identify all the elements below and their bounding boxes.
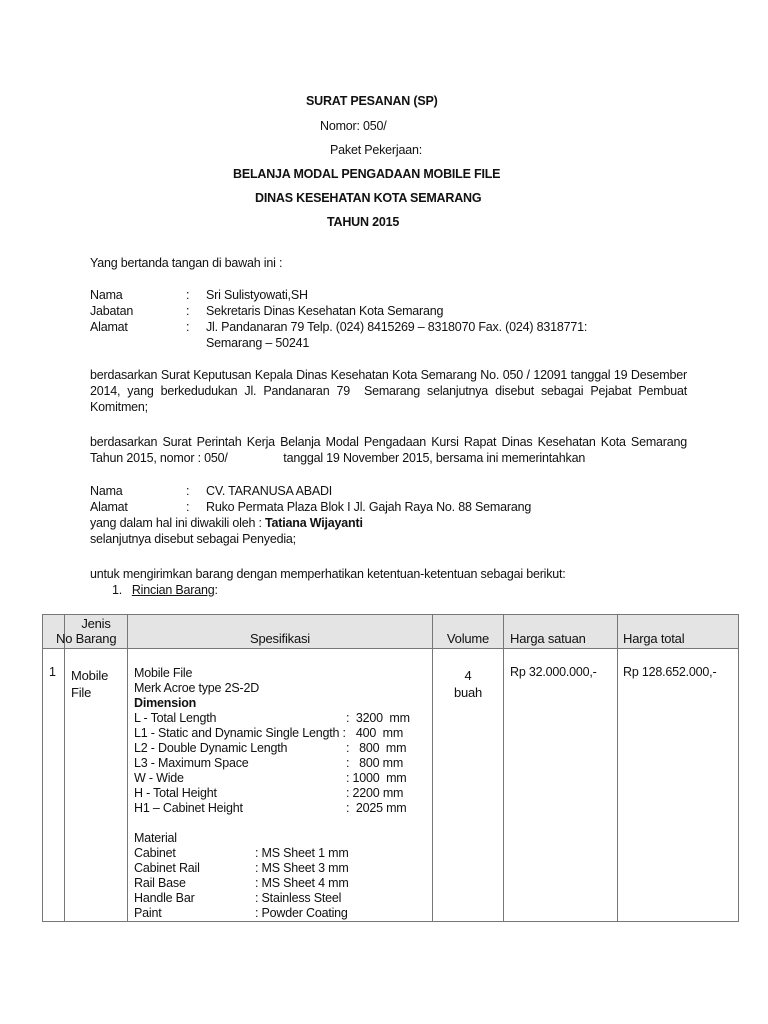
dimension-row: L - Total Length : 3200 mm [134,711,410,725]
represented-line: yang dalam hal ini diwakili oleh : Tatiana Wijayanti [90,516,363,530]
dimension-row: L3 - Maximum Space : 800 mm [134,756,404,770]
paragraph-decree: berdasarkan Surat Keputusan Kepala Dinas Kesehatan Kota Semarang No. 050 / 12091 tanggal 19 Desember 2014, yang berkedudukan Jl. Pandanaran 79 Semarang selanjutnya disebut sebagai Pejabat Pembuat Komitmen; [90,368,691,414]
material-label: Material [134,831,177,845]
doc-title: SURAT PESANAN (SP) [306,94,438,108]
dimension-row: H1 – Cabinet Height : 2025 mm [134,801,407,815]
material-row: Cabinet Rail : MS Sheet 3 mm [134,861,349,875]
section-heading: 1. Rincian Barang: [112,583,218,597]
intro-text: Yang bertanda tangan di bawah ini : [90,256,283,270]
provider-line: selanjutnya disebut sebagai Penyedia; [90,532,296,546]
vendor-address: Alamat : Ruko Permata Plaza Blok I Jl. Gajah Raya No. 88 Semarang [90,500,532,514]
cell-total: Rp 128.652.000,- [618,649,739,922]
cell-spec [128,649,433,922]
dimension-row: L2 - Double Dynamic Length : 800 mm [134,741,407,755]
year-title: TAHUN 2015 [327,215,400,229]
agency-title: DINAS KESEHATAN KOTA SEMARANG [255,191,482,205]
signer-name: Nama : Sri Sulistyowati,SH [90,288,308,302]
paragraph-order: berdasarkan Surat Perintah Kerja Belanja Modal Pengadaan Kursi Rapat Dinas Kesehatan Kota Semarang Tahun 2015, nomor : 050/ tanggal 19 November 2015, bersama ini memerintahkan [90,435,691,465]
dimension-row: H - Total Height : 2200 mm [134,786,404,800]
col-unit-price: Harga satuan [504,615,618,649]
package-title: BELANJA MODAL PENGADAAN MOBILE FILE [233,167,501,181]
signer-address: Alamat : Jl. Pandanaran 79 Telp. (024) 8415269 – 8318070 Fax. (024) 8318771: Semarang – 50241 [90,320,588,350]
doc-number: Nomor: 050/ [320,119,387,133]
material-row: Rail Base : MS Sheet 4 mm [134,876,349,890]
material-row: Handle Bar : Stainless Steel [134,891,342,905]
vendor-name: Nama : CV. TARANUSA ABADI [90,484,333,498]
package-label: Paket Pekerjaan: [330,143,422,157]
send-line: untuk mengirimkan barang dengan memperhatikan ketentuan-ketentuan sebagai berikut: [90,567,566,581]
table-header [43,615,739,649]
dimension-label: Dimension [134,696,197,710]
cell-volume: 4 buah [433,649,504,922]
col-total: Harga total [618,615,739,649]
spec-title: Mobile File [134,666,193,680]
signer-position: Jabatan : Sekretaris Dinas Kesehatan Kota Semarang [90,304,444,318]
material-row: Paint : Powder Coating [134,906,348,920]
material-row: Cabinet : MS Sheet 1 mm [134,846,349,860]
col-no: No [43,615,65,649]
dimension-row: L1 - Static and Dynamic Single Length : 400 mm [134,726,404,740]
cell-unit-price: Rp 32.000.000,- [504,649,618,922]
col-jenis: Jenis Barang [65,615,128,649]
spec-brand: Merk Acroe type 2S-2D [134,681,260,695]
table-row [43,649,739,922]
col-volume: Volume [433,615,504,649]
dimension-row: W - Wide : 1000 mm [134,771,407,785]
items-table [42,614,739,922]
cell-jenis: Mobile File [65,649,128,922]
cell-no: 1 [43,649,65,922]
col-spec: Spesifikasi [128,615,433,649]
